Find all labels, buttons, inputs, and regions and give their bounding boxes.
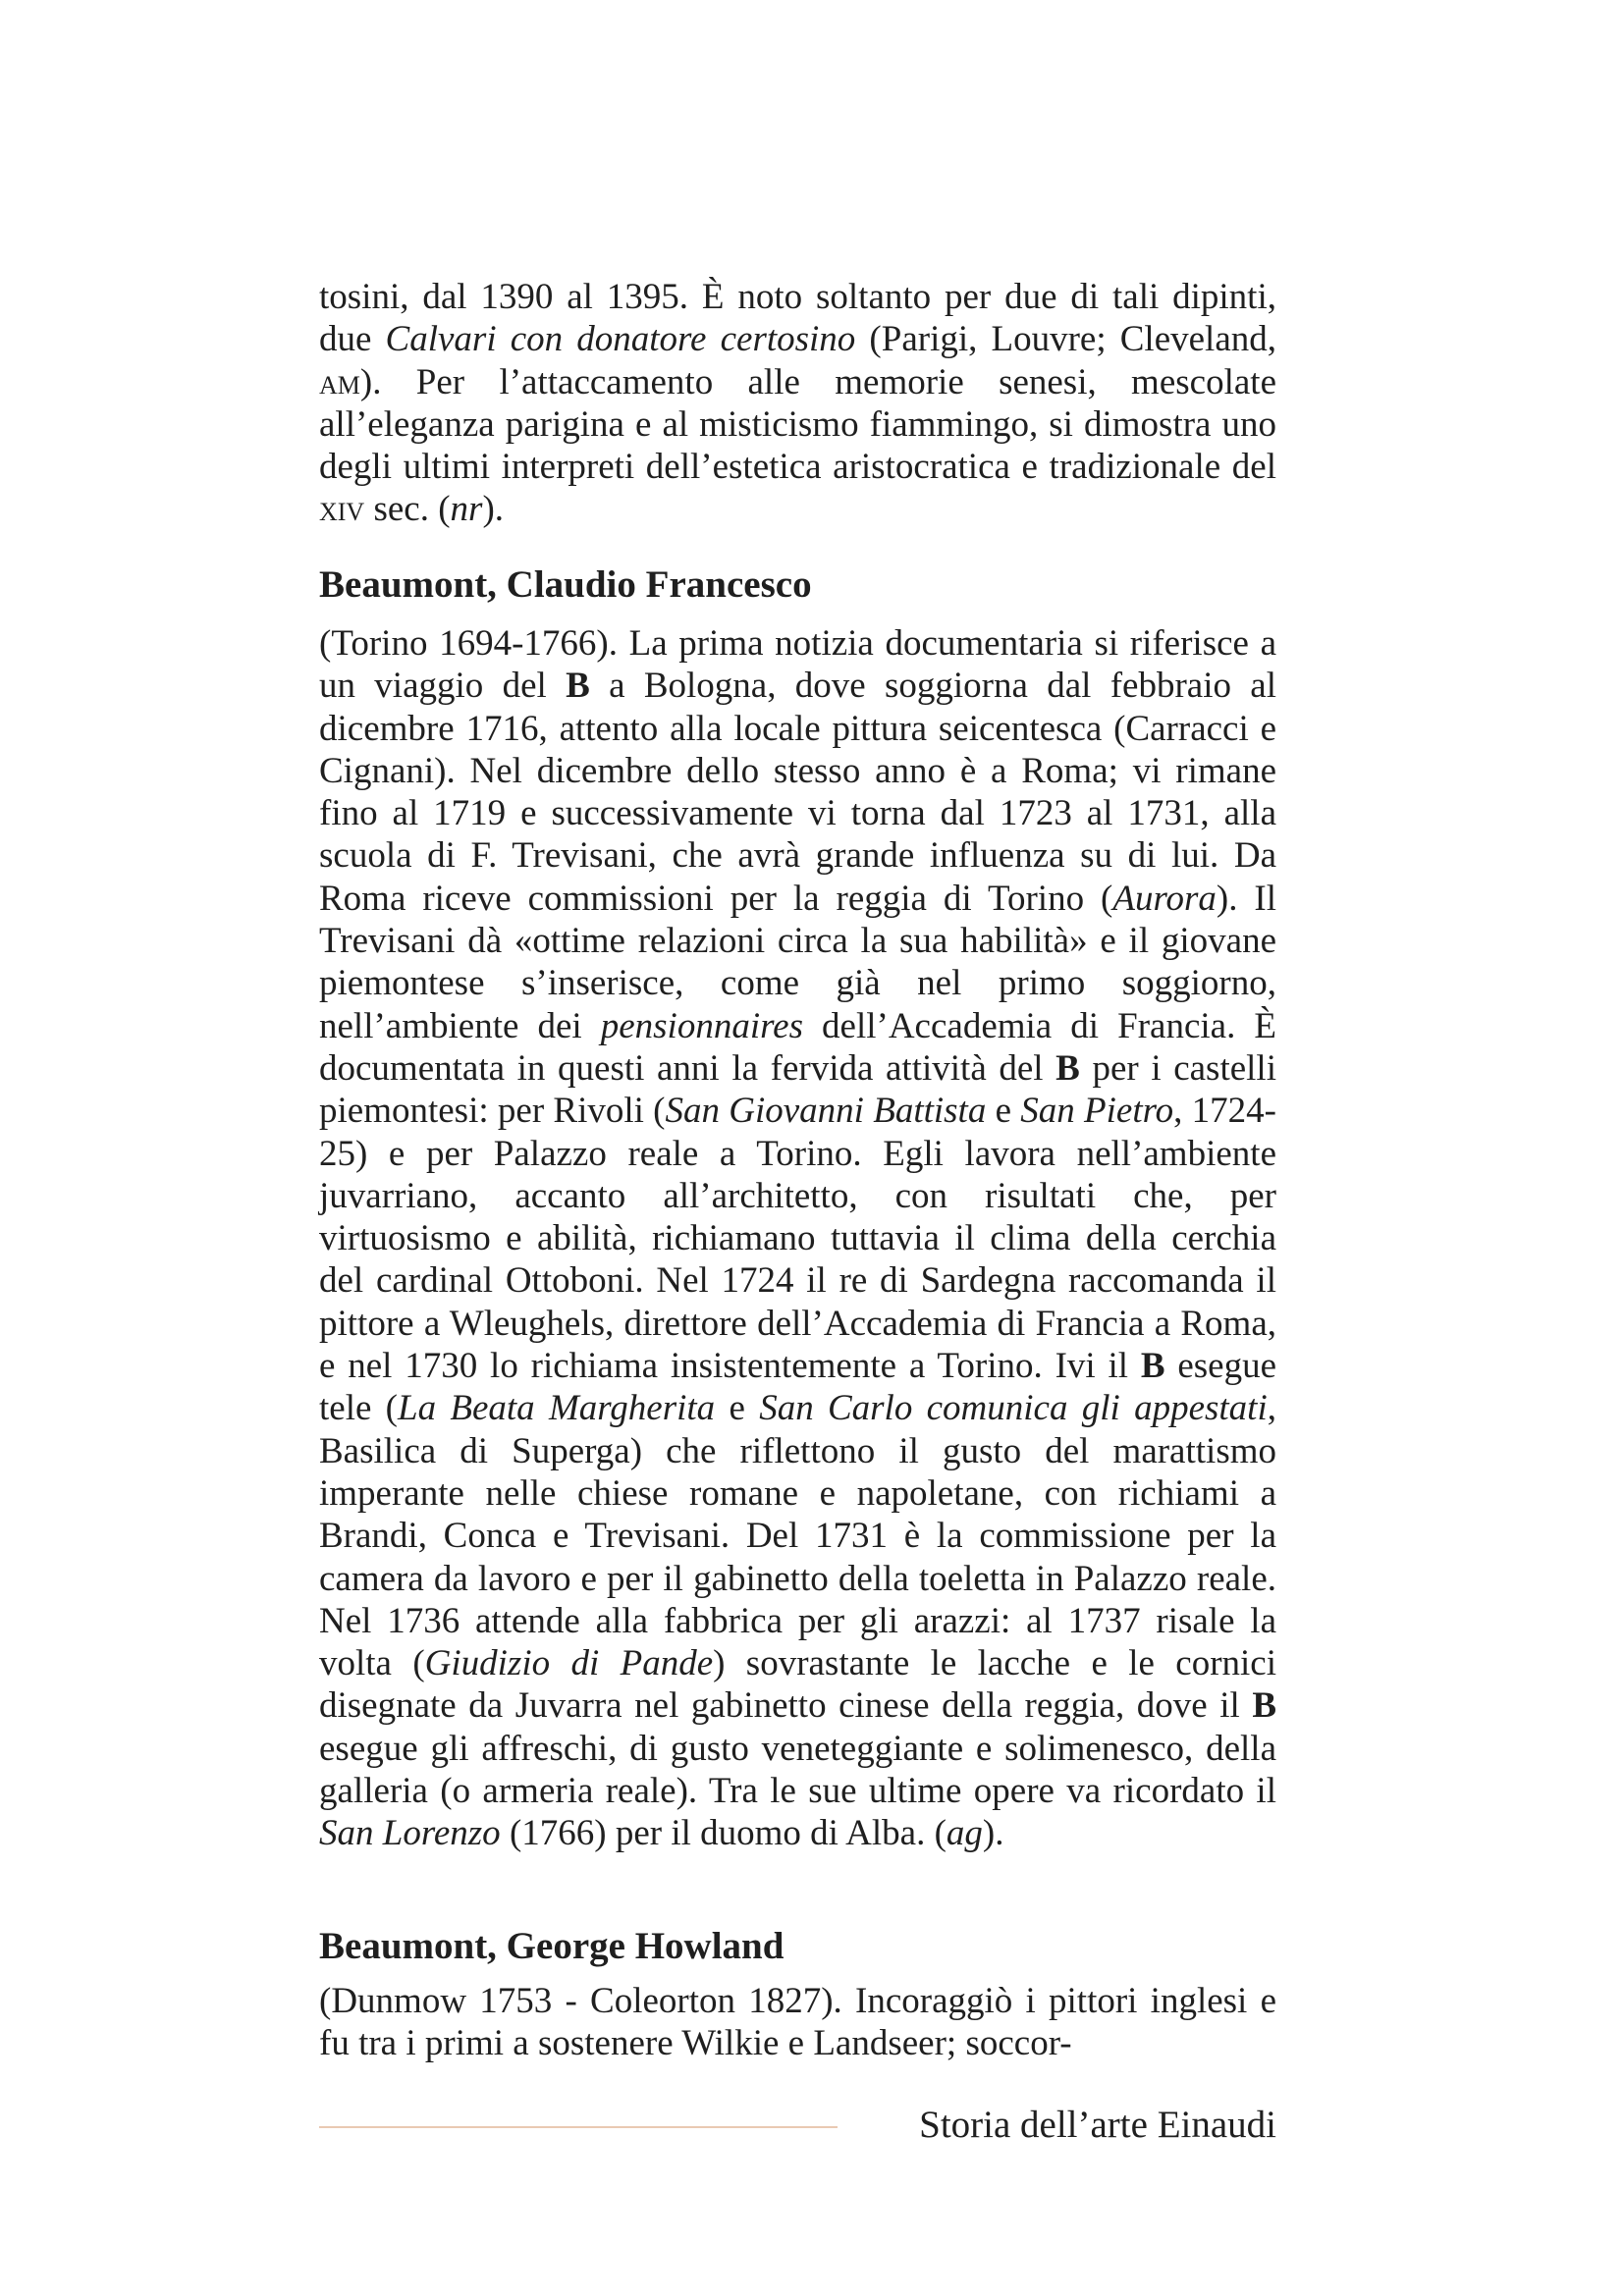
text-run: sec. ( [364, 489, 451, 530]
text-run: (1766) per il duomo di Alba. ( [500, 1813, 947, 1854]
text-run: e [986, 1091, 1021, 1132]
text-run: , Basilica di Superga) che riflettono il gusto del marattismo imperante nelle chiese romane e napoletane, con richiami a Brandi, Conca e Trevisani. Del 1731 è la commissione per la camera da lavoro e per il gabinetto della toeletta in Palazzo reale. Nel 1736 attende alla fabbrica per gli arazzi: al 1737 risale la volta ( [319, 1388, 1276, 1684]
text-run: per i castelli piemontesi: per Rivoli ( [319, 1047, 1276, 1132]
entry-body-beaumont-george [319, 1980, 1276, 2065]
artwork-title: San Giovanni Battista [665, 1091, 987, 1132]
century-numeral: xiv [319, 489, 365, 530]
text-run: , 1724-25) e per Palazzo reale a Torino. Egli lavora nell’ambiente juvarriano, accanto all’architetto, con risultati che, per virtuosismo e abilità, richiamano tuttavia il clima della cerchia del cardinal Ottoboni. Nel 1724 il re di Sardegna raccomanda il pittore a Wleughels, direttore dell’Accademia di Francia a Roma, e nel 1730 lo richiama insistentemente a Torino. Ivi il [319, 1091, 1276, 1387]
author-initials: ag [946, 1813, 983, 1854]
author-initials: nr [450, 489, 483, 530]
text-run: a Bologna, dove soggiorna dal febbraio al dicembre 1716, attento alla locale pittura seicentesca (Carracci e Cignani). Nel dicembre dello stesso anno è a Roma; vi rimane fino al 1719 e successivamente vi torna dal 1723 al 1731, alla scuola di F. Trevisani, che avrà grande influenza su di lui. Da Roma riceve commissioni per la reggia di Torino ( [319, 666, 1276, 919]
text-run: esegue gli affreschi, di gusto veneteggiante e solimenesco, della galleria (o armeria reale). Tra le sue ultime opere va ricordato il [319, 1728, 1276, 1812]
museum-abbreviation: am [319, 361, 360, 402]
text-run: e [715, 1388, 760, 1429]
footer-rule [319, 2126, 838, 2128]
text-run: (Torino 1694-1766). La prima notizia documentaria si riferisce a un viaggio del [319, 623, 1276, 707]
foreign-term: pensionnaires [600, 1005, 803, 1046]
subject-abbreviation: B [1252, 1685, 1276, 1727]
text-run: dell’Accademia di Francia. È documentata in questi anni la fervida attività del [319, 1005, 1276, 1089]
artwork-title: Aurora [1112, 878, 1217, 919]
text-run: (Dunmow 1753 - Coleorton 1827). Incoraggiò i pittori inglesi e fu tra i primi a sostenere Wilkie e Landseer; soccor- [319, 1981, 1276, 2064]
artwork-title: San Pietro [1020, 1091, 1174, 1132]
text-run: tosini, dal 1390 al 1395. È noto soltanto per due di tali dipinti, due [319, 277, 1276, 360]
continued-entry-paragraph [319, 276, 1276, 531]
artwork-title: San Carlo comunica gli appestati [759, 1388, 1268, 1429]
artwork-title: Giudizio di Pande [424, 1643, 714, 1684]
text-run: esegue tele ( [319, 1346, 1277, 1429]
text-run: ). [982, 1813, 1004, 1854]
subject-abbreviation: B [1140, 1346, 1165, 1387]
text-run: ). Per l’attaccamento alle memorie senesi, mescolate all’eleganza parigina e al misticismo fiammingo, si dimostra uno degli ultimi interpreti dell’estetica aristocratica e tradizionale del [319, 361, 1276, 488]
entry-title-beaumont-george: Beaumont, George Howland [319, 1925, 784, 1967]
entry-paragraph [319, 1980, 1276, 2065]
artwork-title: La Beata Margherita [398, 1388, 716, 1429]
entry-title-beaumont-claudio: Beaumont, Claudio Francesco [319, 563, 812, 606]
text-run: ). [482, 489, 505, 530]
entry-body-beaumont-claudio [319, 622, 1276, 1855]
subject-abbreviation: B [1055, 1047, 1080, 1089]
text-run: ) sovrastante le lacche e le cornici disegnate da Juvarra nel gabinetto cinese della reggia, dove il [319, 1643, 1276, 1727]
text-run: (Parigi, Louvre; Cleveland, [855, 319, 1276, 360]
footer-publisher: Storia dell’arte Einaudi [919, 2104, 1276, 2146]
artwork-title: San Lorenzo [319, 1813, 501, 1854]
artwork-title: Calvari con donatore certosino [385, 319, 856, 360]
continued-entry-text [319, 276, 1276, 531]
text-run: ). Il Trevisani dà «ottime relazioni circa la sua habilità» e il giovane piemontese s’inserisce, come già nel primo soggiorno, nell’ambiente dei [319, 878, 1276, 1046]
entry-paragraph [319, 622, 1276, 1855]
subject-abbreviation: B [566, 666, 590, 707]
